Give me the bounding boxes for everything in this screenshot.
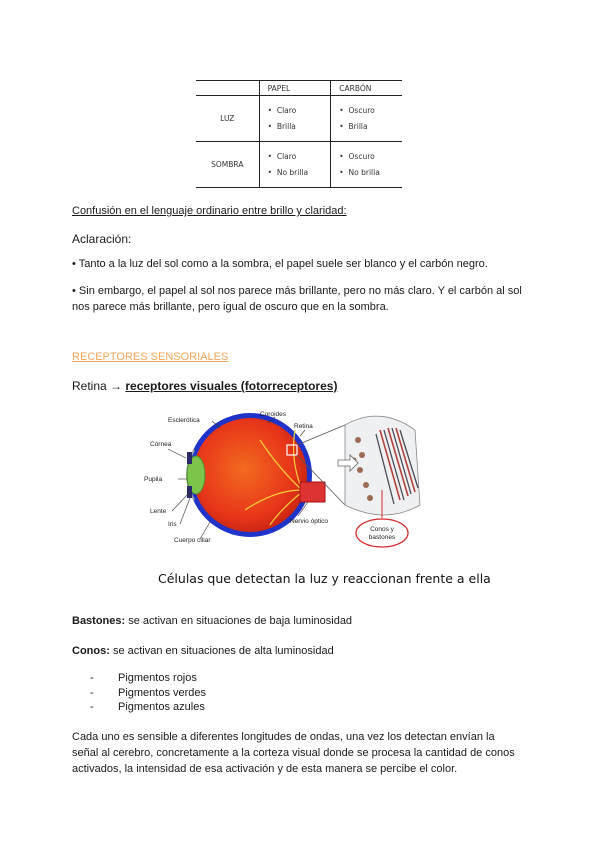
iris-lower-shape	[187, 486, 192, 498]
callout-ellipse	[356, 519, 408, 547]
cell-luz-carbon: • Oscuro • Brilla	[331, 96, 402, 142]
section-link-receptores[interactable]: RECEPTORES SENSORIALES	[72, 351, 229, 363]
iris-upper-shape	[187, 452, 192, 464]
conos-term: Conos:	[72, 645, 110, 657]
label-pupila: Pupila	[144, 476, 163, 483]
optic-nerve-shape	[300, 482, 325, 502]
brightness-table	[196, 80, 402, 188]
label-cornea: Córnea	[150, 441, 172, 448]
retina-bold: receptores visuales (fotorreceptores)	[125, 379, 338, 393]
retina-line	[72, 378, 337, 394]
final-line-1: Cada uno es sensible a diferentes longitudes de ondas, una vez los detectan envían la	[72, 731, 495, 743]
label-retina: Retina	[294, 423, 313, 430]
eyeball-shape	[193, 418, 307, 532]
table-header-papel: PAPEL	[259, 81, 331, 96]
label-coroides: Coroides	[260, 411, 287, 418]
label-esclerotica: Esclerótica	[168, 417, 200, 424]
retina-prefix: Retina →	[72, 379, 126, 393]
row-label-luz: LUZ	[196, 96, 259, 142]
cell-luz-papel: • Claro • Brilla	[259, 96, 331, 142]
list-item: - Pigmentos azules	[90, 701, 205, 713]
paragraph-2-line-2: nos parece más brillante, pero igual de oscuro que en la sombra.	[72, 301, 389, 313]
bastones-term: Bastones:	[72, 615, 126, 627]
table-row-luz	[196, 96, 402, 142]
table-header-row	[196, 81, 402, 96]
conos-line	[72, 643, 334, 659]
paragraph-2-line-1: • Sin embargo, el papel al sol nos parece más brillante, pero no más claro. Y el carbón al sol	[72, 285, 522, 297]
diagram-caption: Células que detectan la luz y reaccionan frente a ella	[158, 571, 491, 586]
bastones-desc: se activan en situaciones de baja luminosidad	[125, 615, 353, 627]
label-lente: Lente	[150, 508, 167, 515]
label-conos-2: bastones	[368, 534, 396, 541]
eye-diagram	[140, 400, 460, 560]
paragraph-1: • Tanto a la luz del sol como a la sombra, el papel suele ser blanco y el carbón negro.	[72, 258, 488, 270]
conos-desc: se activan en situaciones de alta luminosidad	[109, 645, 334, 657]
cell-sombra-carbon: • Oscuro • No brilla	[331, 142, 402, 188]
cell-sombra-papel: • Claro • No brilla	[259, 142, 331, 188]
bastones-line	[72, 613, 352, 629]
label-conos-1: Conos y	[370, 526, 394, 533]
retina-cells	[338, 416, 420, 515]
aclaracion-label: Aclaración:	[72, 232, 132, 246]
list-item: - Pigmentos rojos	[90, 672, 197, 684]
table-row-sombra	[196, 142, 402, 188]
pigmentos-list	[72, 671, 206, 715]
table-header-carbon: CARBÓN	[331, 81, 402, 96]
label-nervio-optico: Nervio óptico	[290, 518, 328, 525]
row-label-sombra: SOMBRA	[196, 142, 259, 188]
final-line-3: activados, la intensidad de esa activación y de esta manera se percibe el color.	[72, 763, 458, 775]
table-header-empty	[196, 81, 259, 96]
label-iris: Iris	[168, 521, 177, 528]
label-cuerpo-ciliar: Cuerpo ciliar	[174, 537, 211, 544]
heading-confusion: Confusión en el lenguaje ordinario entre brillo y claridad:	[72, 205, 347, 217]
list-item: - Pigmentos verdes	[90, 686, 207, 699]
final-line-2: señal al cerebro, concretamente a la corteza visual donde se procesa la cantidad de conos	[72, 747, 515, 759]
